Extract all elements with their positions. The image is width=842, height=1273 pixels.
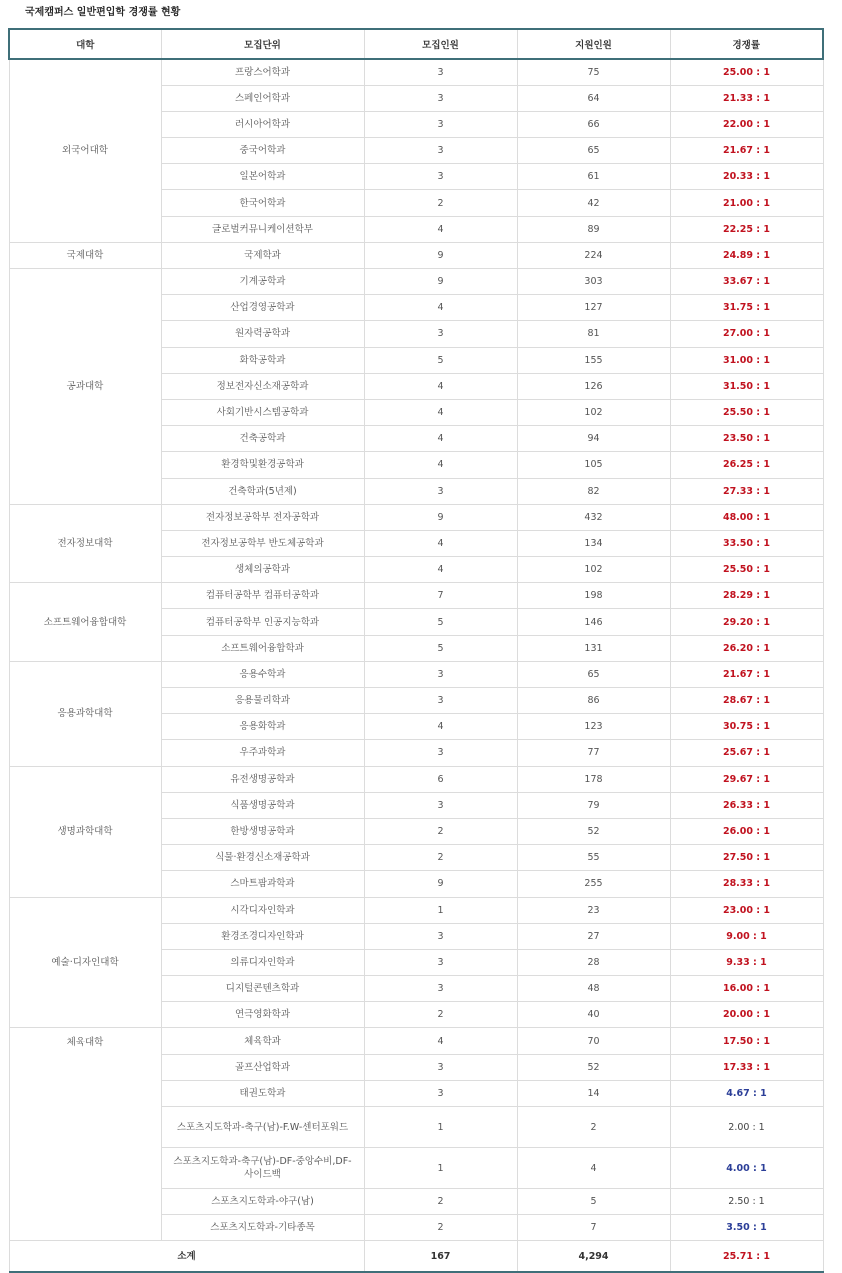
table-row: [9, 897, 823, 923]
ratio-cell: 31.50 : 1: [670, 373, 823, 399]
quota-cell: 4: [364, 373, 517, 399]
unit-cell: 시각디자인학과: [161, 897, 364, 923]
applicants-cell: 65: [517, 661, 670, 687]
quota-cell: 1: [364, 897, 517, 923]
unit-cell: 우주과학과: [161, 740, 364, 766]
unit-cell: 식물·환경신소재공학과: [161, 845, 364, 871]
unit-cell: 태권도학과: [161, 1080, 364, 1106]
ratio-cell: 2.00 : 1: [670, 1107, 823, 1148]
applicants-cell: 70: [517, 1028, 670, 1054]
college-cell: 생명과학대학: [9, 766, 161, 897]
applicants-cell: 94: [517, 426, 670, 452]
quota-cell: 4: [364, 216, 517, 242]
unit-cell: 프랑스어학과: [161, 59, 364, 85]
unit-cell: 연극영화학과: [161, 1002, 364, 1028]
quota-cell: 1: [364, 1107, 517, 1148]
quota-cell: 3: [364, 949, 517, 975]
applicants-cell: 52: [517, 818, 670, 844]
ratio-cell: 16.00 : 1: [670, 976, 823, 1002]
table-body: [9, 59, 823, 1241]
total-row: [9, 1241, 823, 1273]
unit-cell: 환경학및환경공학과: [161, 452, 364, 478]
quota-cell: 4: [364, 399, 517, 425]
quota-cell: 2: [364, 818, 517, 844]
quota-cell: 1: [364, 1148, 517, 1189]
applicants-cell: 79: [517, 792, 670, 818]
unit-cell: 한방생명공학과: [161, 818, 364, 844]
college-cell: 예술·디자인대학: [9, 897, 161, 1028]
table-row: [9, 242, 823, 268]
applicants-cell: 178: [517, 766, 670, 792]
quota-cell: 3: [364, 85, 517, 111]
unit-cell: 디지털콘텐츠학과: [161, 976, 364, 1002]
quota-cell: 4: [364, 452, 517, 478]
quota-cell: 9: [364, 504, 517, 530]
unit-cell: 소프트웨어융합학과: [161, 635, 364, 661]
ratio-cell: 23.00 : 1: [670, 897, 823, 923]
ratio-cell: 21.33 : 1: [670, 85, 823, 111]
ratio-cell: 26.25 : 1: [670, 452, 823, 478]
quota-cell: 3: [364, 111, 517, 137]
applicants-cell: 131: [517, 635, 670, 661]
ratio-cell: 24.89 : 1: [670, 242, 823, 268]
page-title: 국제캠퍼스 일반편입학 경쟁률 현황: [25, 7, 181, 18]
ratio-cell: 27.50 : 1: [670, 845, 823, 871]
college-cell: 응용과학대학: [9, 661, 161, 766]
total-ratio: 25.71 : 1: [670, 1241, 823, 1273]
applicants-cell: 127: [517, 295, 670, 321]
applicants-cell: 81: [517, 321, 670, 347]
ratio-cell: 26.33 : 1: [670, 792, 823, 818]
ratio-cell: 27.33 : 1: [670, 478, 823, 504]
unit-cell: 응용수학과: [161, 661, 364, 687]
college-cell: 국제대학: [9, 242, 161, 268]
ratio-cell: 20.33 : 1: [670, 164, 823, 190]
quota-cell: 9: [364, 871, 517, 897]
ratio-cell: 27.00 : 1: [670, 321, 823, 347]
unit-cell: 러시아어학과: [161, 111, 364, 137]
header-college: 대학: [9, 29, 161, 59]
ratio-cell: 3.50 : 1: [670, 1215, 823, 1241]
ratio-cell: 17.50 : 1: [670, 1028, 823, 1054]
applicants-cell: 52: [517, 1054, 670, 1080]
quota-cell: 5: [364, 635, 517, 661]
quota-cell: 3: [364, 59, 517, 85]
applicants-cell: 198: [517, 583, 670, 609]
quota-cell: 3: [364, 321, 517, 347]
ratio-cell: 9.33 : 1: [670, 949, 823, 975]
table-row: [9, 59, 823, 85]
ratio-cell: 2.50 : 1: [670, 1189, 823, 1215]
applicants-cell: 55: [517, 845, 670, 871]
unit-cell: 체육학과: [161, 1028, 364, 1054]
ratio-cell: 21.00 : 1: [670, 190, 823, 216]
ratio-cell: 23.50 : 1: [670, 426, 823, 452]
unit-cell: 스포츠지도학과-축구(남)-DF-중앙수비,DF-사이드백: [161, 1148, 364, 1189]
applicants-cell: 7: [517, 1215, 670, 1241]
applicants-cell: 224: [517, 242, 670, 268]
applicants-cell: 82: [517, 478, 670, 504]
college-cell: 소프트웨어융합대학: [9, 583, 161, 662]
quota-cell: 9: [364, 242, 517, 268]
ratio-cell: 31.75 : 1: [670, 295, 823, 321]
total-quota: 167: [364, 1241, 517, 1273]
quota-cell: 3: [364, 661, 517, 687]
ratio-cell: 22.00 : 1: [670, 111, 823, 137]
ratio-cell: 30.75 : 1: [670, 714, 823, 740]
header-ratio: 경쟁률: [670, 29, 823, 59]
applicants-cell: 89: [517, 216, 670, 242]
ratio-cell: 29.67 : 1: [670, 766, 823, 792]
unit-cell: 응용물리학과: [161, 688, 364, 714]
unit-cell: 컴퓨터공학부 컴퓨터공학과: [161, 583, 364, 609]
total-applicants: 4,294: [517, 1241, 670, 1273]
unit-cell: 골프산업학과: [161, 1054, 364, 1080]
table-row: [9, 583, 823, 609]
applicants-cell: 28: [517, 949, 670, 975]
applicants-cell: 255: [517, 871, 670, 897]
applicants-cell: 123: [517, 714, 670, 740]
quota-cell: 7: [364, 583, 517, 609]
unit-cell: 건축공학과: [161, 426, 364, 452]
applicants-cell: 65: [517, 138, 670, 164]
college-cell: 외국어대학: [9, 59, 161, 242]
quota-cell: 2: [364, 1002, 517, 1028]
applicants-cell: 134: [517, 530, 670, 556]
quota-cell: 4: [364, 426, 517, 452]
table-row: [9, 766, 823, 792]
applicants-cell: 66: [517, 111, 670, 137]
applicants-cell: 40: [517, 1002, 670, 1028]
quota-cell: 3: [364, 478, 517, 504]
unit-cell: 전자정보공학부 반도체공학과: [161, 530, 364, 556]
unit-cell: 기계공학과: [161, 269, 364, 295]
quota-cell: 9: [364, 269, 517, 295]
table-header-row: [9, 29, 823, 59]
applicants-cell: 4: [517, 1148, 670, 1189]
unit-cell: 스마트팜과학과: [161, 871, 364, 897]
ratio-cell: 26.00 : 1: [670, 818, 823, 844]
applicants-cell: 61: [517, 164, 670, 190]
unit-cell: 한국어학과: [161, 190, 364, 216]
ratio-cell: 28.33 : 1: [670, 871, 823, 897]
applicants-cell: 432: [517, 504, 670, 530]
applicants-cell: 105: [517, 452, 670, 478]
unit-cell: 스페인어학과: [161, 85, 364, 111]
quota-cell: 3: [364, 164, 517, 190]
college-cell: 공과대학: [9, 269, 161, 505]
unit-cell: 사회기반시스템공학과: [161, 399, 364, 425]
applicants-cell: 2: [517, 1107, 670, 1148]
applicants-cell: 5: [517, 1189, 670, 1215]
applicants-cell: 155: [517, 347, 670, 373]
quota-cell: 3: [364, 688, 517, 714]
applicants-cell: 27: [517, 923, 670, 949]
quota-cell: 5: [364, 609, 517, 635]
quota-cell: 4: [364, 714, 517, 740]
quota-cell: 3: [364, 740, 517, 766]
quota-cell: 4: [364, 295, 517, 321]
unit-cell: 일본어학과: [161, 164, 364, 190]
unit-cell: 화학공학과: [161, 347, 364, 373]
header-quota: 모집인원: [364, 29, 517, 59]
unit-cell: 생체의공학과: [161, 557, 364, 583]
table-row: [9, 504, 823, 530]
ratio-cell: 21.67 : 1: [670, 138, 823, 164]
applicants-cell: 303: [517, 269, 670, 295]
unit-cell: 스포츠지도학과-기타종목: [161, 1215, 364, 1241]
unit-cell: 환경조경디자인학과: [161, 923, 364, 949]
ratio-cell: 22.25 : 1: [670, 216, 823, 242]
quota-cell: 3: [364, 138, 517, 164]
applicants-cell: 102: [517, 399, 670, 425]
competition-table: [8, 28, 824, 1273]
ratio-cell: 4.00 : 1: [670, 1148, 823, 1189]
applicants-cell: 75: [517, 59, 670, 85]
applicants-cell: 48: [517, 976, 670, 1002]
applicants-cell: 146: [517, 609, 670, 635]
quota-cell: 3: [364, 1080, 517, 1106]
quota-cell: 2: [364, 1189, 517, 1215]
ratio-cell: 31.00 : 1: [670, 347, 823, 373]
unit-cell: 건축학과(5년제): [161, 478, 364, 504]
unit-cell: 원자력공학과: [161, 321, 364, 347]
ratio-cell: 33.67 : 1: [670, 269, 823, 295]
header-applicants: 지원인원: [517, 29, 670, 59]
table-row: [9, 1028, 823, 1054]
ratio-cell: 28.67 : 1: [670, 688, 823, 714]
applicants-cell: 102: [517, 557, 670, 583]
quota-cell: 2: [364, 1215, 517, 1241]
ratio-cell: 25.50 : 1: [670, 557, 823, 583]
quota-cell: 6: [364, 766, 517, 792]
quota-cell: 3: [364, 976, 517, 1002]
unit-cell: 글로벌커뮤니케이션학부: [161, 216, 364, 242]
unit-cell: 의류디자인학과: [161, 949, 364, 975]
college-cell: 전자정보대학: [9, 504, 161, 583]
ratio-cell: 29.20 : 1: [670, 609, 823, 635]
applicants-cell: 14: [517, 1080, 670, 1106]
applicants-cell: 64: [517, 85, 670, 111]
total-label: 소계: [9, 1241, 364, 1273]
ratio-cell: 25.50 : 1: [670, 399, 823, 425]
college-cell: 체육대학: [9, 1028, 161, 1241]
unit-cell: 중국어학과: [161, 138, 364, 164]
unit-cell: 국제학과: [161, 242, 364, 268]
ratio-cell: 25.00 : 1: [670, 59, 823, 85]
unit-cell: 전자정보공학부 전자공학과: [161, 504, 364, 530]
applicants-cell: 86: [517, 688, 670, 714]
unit-cell: 컴퓨터공학부 인공지능학과: [161, 609, 364, 635]
ratio-cell: 28.29 : 1: [670, 583, 823, 609]
applicants-cell: 42: [517, 190, 670, 216]
unit-cell: 정보전자신소재공학과: [161, 373, 364, 399]
quota-cell: 3: [364, 1054, 517, 1080]
ratio-cell: 17.33 : 1: [670, 1054, 823, 1080]
table-row: [9, 269, 823, 295]
header-unit: 모집단위: [161, 29, 364, 59]
quota-cell: 5: [364, 347, 517, 373]
unit-cell: 스포츠지도학과-축구(남)-F.W-센터포워드: [161, 1107, 364, 1148]
table-row: [9, 661, 823, 687]
unit-cell: 유전생명공학과: [161, 766, 364, 792]
quota-cell: 4: [364, 530, 517, 556]
quota-cell: 3: [364, 792, 517, 818]
ratio-cell: 33.50 : 1: [670, 530, 823, 556]
applicants-cell: 126: [517, 373, 670, 399]
ratio-cell: 9.00 : 1: [670, 923, 823, 949]
applicants-cell: 23: [517, 897, 670, 923]
quota-cell: 2: [364, 845, 517, 871]
ratio-cell: 21.67 : 1: [670, 661, 823, 687]
ratio-cell: 20.00 : 1: [670, 1002, 823, 1028]
unit-cell: 산업경영공학과: [161, 295, 364, 321]
unit-cell: 스포츠지도학과-야구(남): [161, 1189, 364, 1215]
ratio-cell: 25.67 : 1: [670, 740, 823, 766]
ratio-cell: 48.00 : 1: [670, 504, 823, 530]
quota-cell: 2: [364, 190, 517, 216]
applicants-cell: 77: [517, 740, 670, 766]
quota-cell: 3: [364, 923, 517, 949]
quota-cell: 4: [364, 1028, 517, 1054]
ratio-cell: 4.67 : 1: [670, 1080, 823, 1106]
unit-cell: 응용화학과: [161, 714, 364, 740]
quota-cell: 4: [364, 557, 517, 583]
unit-cell: 식품생명공학과: [161, 792, 364, 818]
ratio-cell: 26.20 : 1: [670, 635, 823, 661]
